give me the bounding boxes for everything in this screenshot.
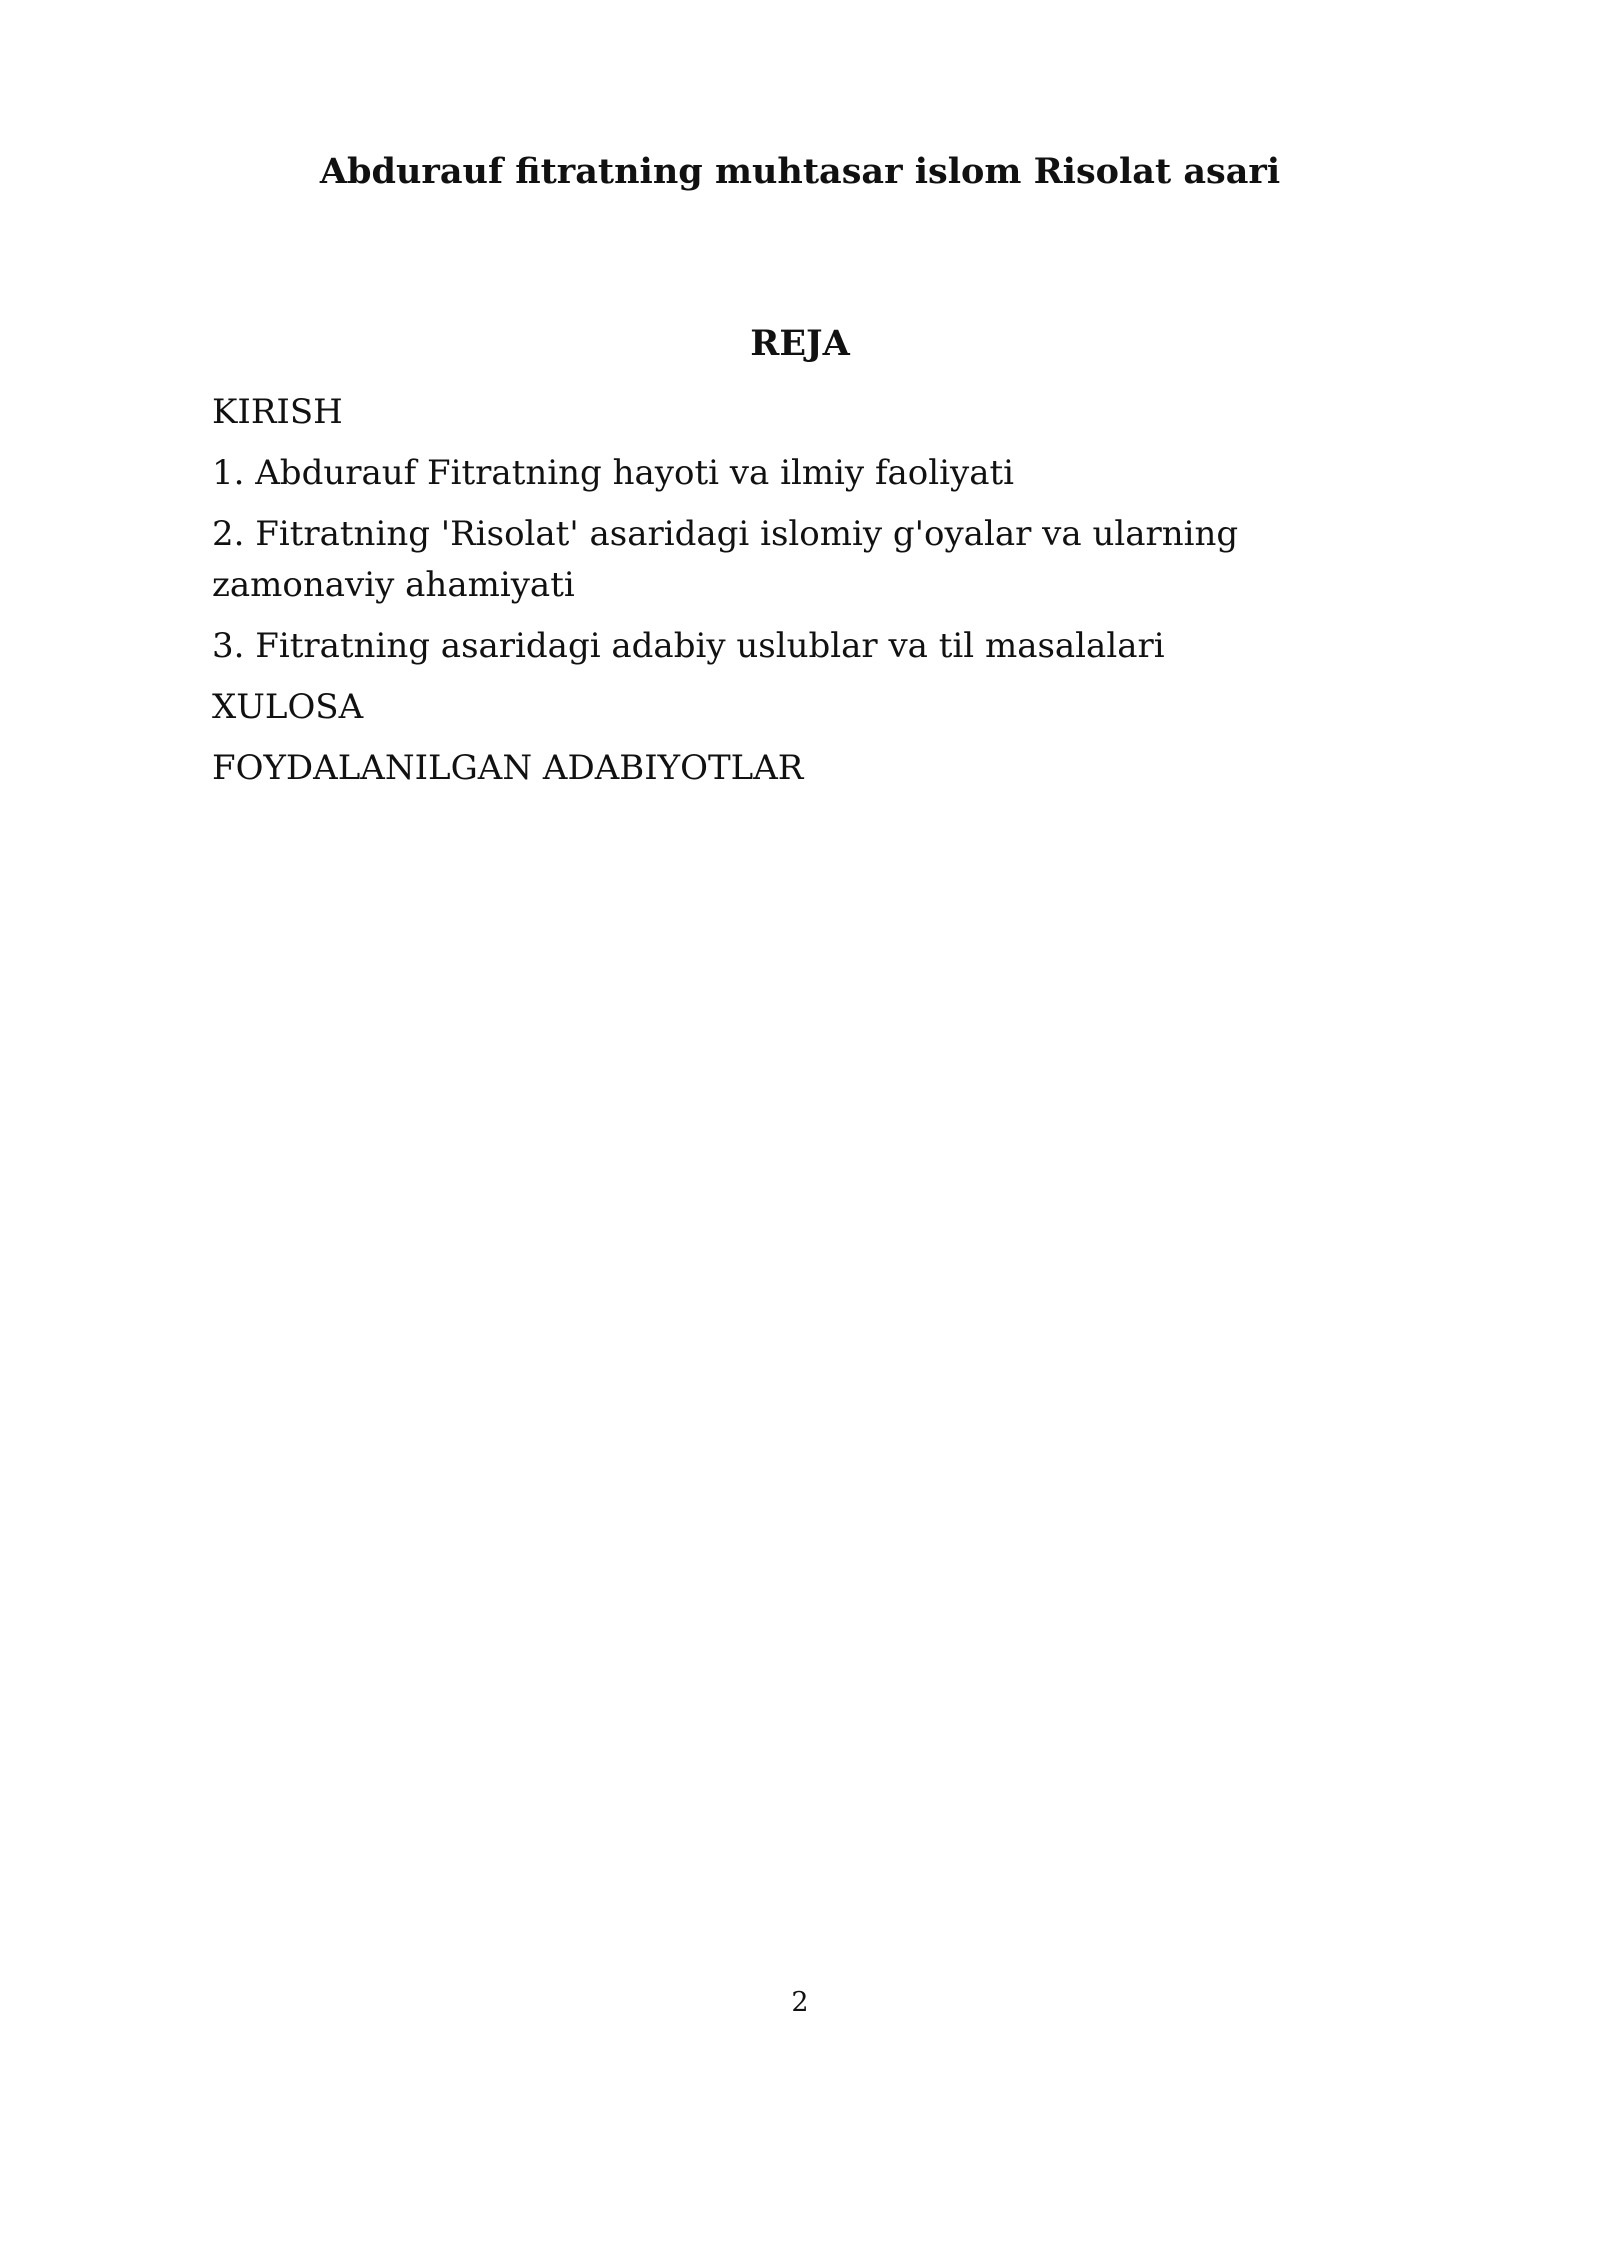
plan-item-references: FOYDALANILGAN ADABIYOTLAR [212,748,804,788]
plan-item-1: 1. Abdurauf Fitratning hayoti va ilmiy faoliyati [212,453,1015,493]
plan-item-3: 3. Fitratning asaridagi adabiy uslublar va til masalalari [212,626,1165,666]
plan-item-conclusion: XULOSA [212,687,364,727]
page-number: 2 [791,1987,809,2018]
plan-heading: REJA [750,323,850,364]
plan-list [212,387,1302,804]
plan-item-2: 2. Fitratning 'Risolat' asaridagi islomiy g'oyalar va ularning zamonaviy ahamiyati [212,514,1239,605]
document-title: Abdurauf fitratning muhtasar islom Risolat asari [319,151,1281,192]
plan-item-introduction: KIRISH [212,392,343,432]
